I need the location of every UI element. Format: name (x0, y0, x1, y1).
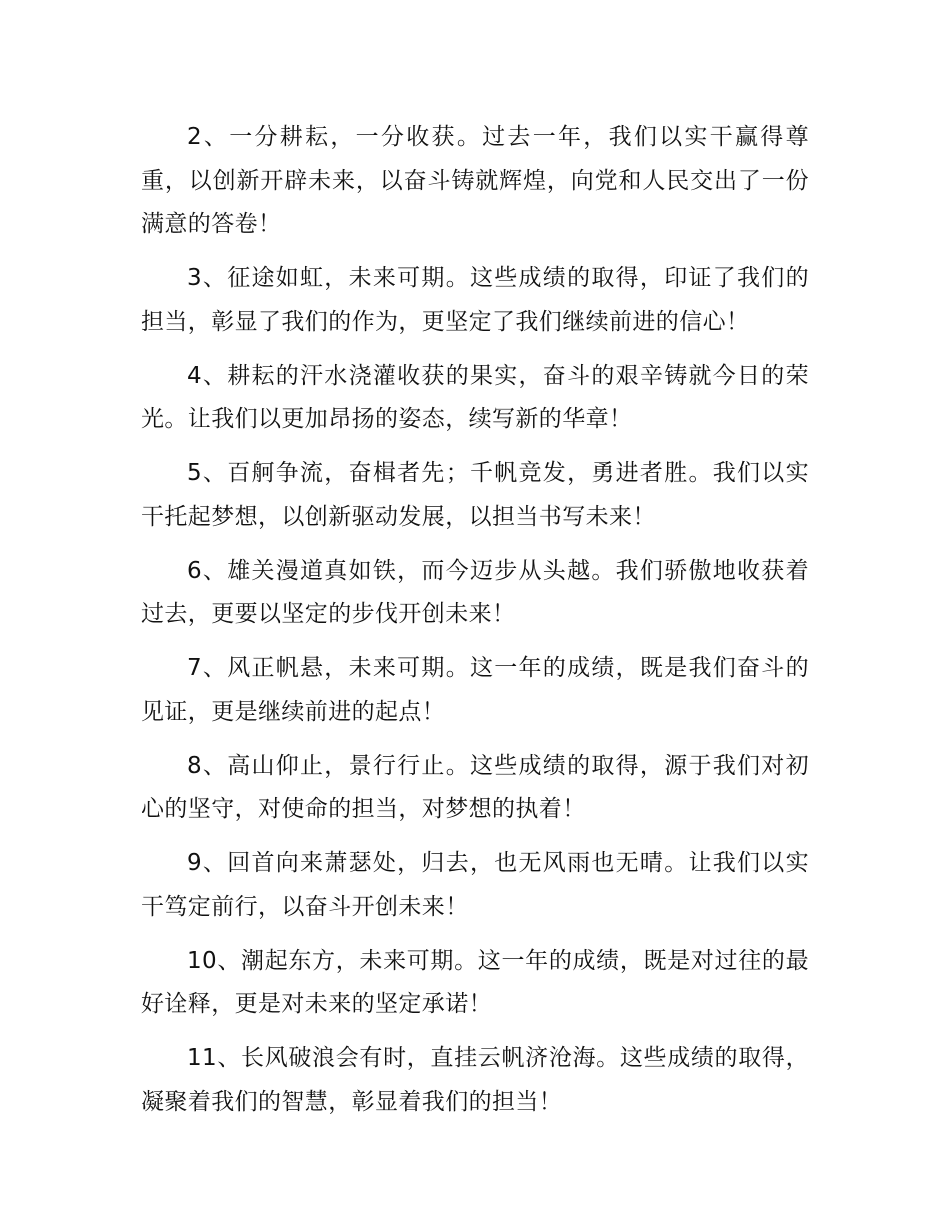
paragraph-7: 7、风正帆悬，未来可期。这一年的成绩，既是我们奋斗的见证，更是继续前进的起点！ (141, 655, 809, 725)
paragraph-5: 5、百舸争流，奋楫者先；千帆竞发，勇进者胜。我们以实干托起梦想，以创新驱动发展，以担当书写未来！ (141, 460, 809, 530)
paragraph-9: 9、回首向来萧瑟处，归去，也无风雨也无晴。让我们以实干笃定前行，以奋斗开创未来！ (141, 850, 809, 920)
paragraph-6: 6、雄关漫道真如铁，而今迈步从头越。我们骄傲地收获着过去，更要以坚定的步伐开创未来！ (141, 557, 809, 627)
paragraph-11: 11、长风破浪会有时，直挂云帆济沧海。这些成绩的取得，凝聚着我们的智慧，彰显着我们的担当！ (141, 1045, 809, 1115)
paragraph-3: 3、征途如虹，未来可期。这些成绩的取得，印证了我们的担当，彰显了我们的作为，更坚定了我们继续前进的信心！ (141, 265, 809, 335)
document-body (141, 116, 809, 1135)
paragraph-2: 2、一分耕耘，一分收获。过去一年，我们以实干赢得尊重，以创新开辟未来，以奋斗铸就辉煌，向党和人民交出了一份满意的答卷！ (141, 124, 809, 237)
paragraph-4: 4、耕耘的汗水浇灌收获的果实，奋斗的艰辛铸就今日的荣光。让我们以更加昂扬的姿态，续写新的华章！ (141, 362, 809, 432)
paragraph-10: 10、潮起东方，未来可期。这一年的成绩，既是对过往的最好诠释，更是对未来的坚定承诺！ (141, 947, 809, 1017)
paragraph-8: 8、高山仰止，景行行止。这些成绩的取得，源于我们对初心的坚守，对使命的担当，对梦想的执着！ (141, 752, 809, 822)
